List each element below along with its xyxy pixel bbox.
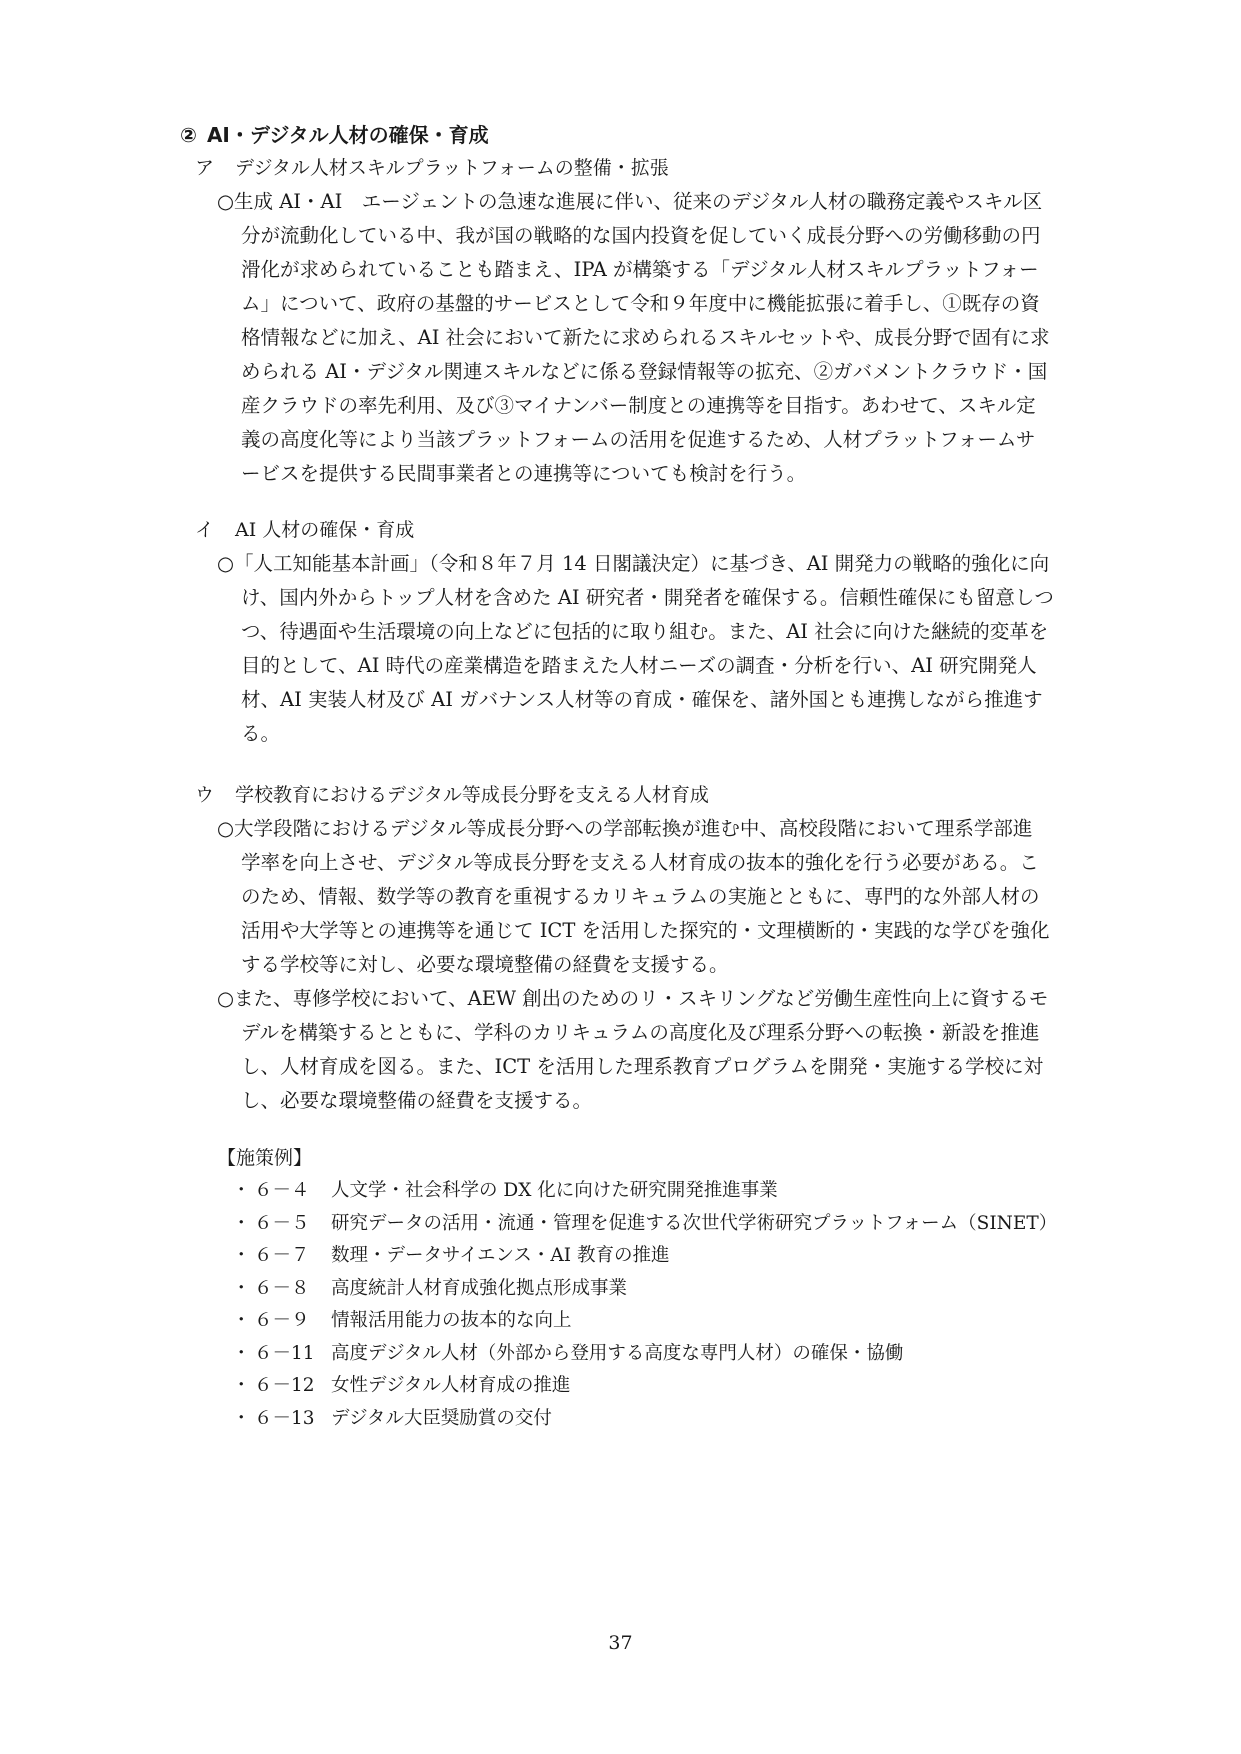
paragraph-line: ○大学段階におけるデジタル等成長分野への学部転換が進む中、高校段階において理系学部進	[217, 817, 1033, 840]
subsection-mark: ア	[195, 157, 215, 179]
paragraph-line: し、必要な環境整備の経費を支援する。	[241, 1089, 593, 1112]
list-item	[232, 1305, 1057, 1338]
list-bullet: ・	[232, 1375, 251, 1396]
paragraph-line: 活用や大学等との連携等を通じて ICT を活用した探究的・文理横断的・実践的な学びを強化	[241, 919, 1050, 942]
section-number: ②	[180, 123, 197, 147]
measure-title: 高度統計人材育成強化拠点形成事業	[331, 1277, 628, 1299]
paragraph-line: ム」について、政府の基盤的サービスとして令和９年度中に機能拡張に着手し、①既存の資	[241, 292, 1040, 315]
measure-code: ６－７	[254, 1245, 310, 1266]
paragraph-line: つ、待遇面や生活環境の向上などに包括的に取り組む。また、AI 社会に向けた継続的変革を	[241, 620, 1049, 643]
list-bullet: ・	[232, 1277, 251, 1299]
measure-code: ６－９	[254, 1310, 310, 1331]
paragraph	[217, 185, 1117, 491]
paragraph-line: 滑化が求められていることも踏まえ、IPA が構築する「デジタル人材スキルプラットフォー	[241, 258, 1039, 281]
measure-code: ６－５	[254, 1212, 310, 1234]
measure-code: ６－12	[254, 1375, 315, 1396]
list-item	[232, 1338, 1057, 1371]
paragraph-line: められる AI・デジタル関連スキルなどに係る登録情報等の拡充、②ガバメントクラウド・国	[241, 360, 1048, 383]
paragraph-line: ○生成 AI・AI エージェントの急速な進展に伴い、従来のデジタル人材の職務定義やスキル区	[217, 190, 1043, 213]
measure-code: ６－８	[254, 1277, 310, 1299]
subsection-title: デジタル人材スキルプラットフォームの整備・拡張	[235, 157, 669, 179]
measure-title: 数理・データサイエンス・AI 教育の推進	[331, 1245, 670, 1266]
measure-code: ６－４	[254, 1180, 310, 1201]
list-bullet: ・	[232, 1342, 251, 1364]
paragraph-line: のため、情報、数学等の教育を重視するカリキュラムの実施とともに、専門的な外部人材の	[241, 885, 1040, 908]
paragraph-line: する学校等に対し、必要な環境整備の経費を支援する。	[241, 953, 729, 976]
list-item	[232, 1175, 1057, 1208]
examples-list	[232, 1175, 1057, 1435]
paragraph	[217, 812, 1117, 982]
paragraph-line: 材、AI 実装人材及び AI ガバナンス人材等の育成・確保を、諸外国とも連携しながら推進す	[241, 688, 1043, 711]
paragraph-line: ○「人工知能基本計画」（令和８年７月 14 日閣議決定）に基づき、AI 開発力の戦略的強化に向	[217, 552, 1050, 575]
paragraph-line: 目的として、AI 時代の産業構造を踏まえた人材ニーズの調査・分析を行い、AI 研究開発人	[241, 654, 1037, 677]
subsection-title: 学校教育におけるデジタル等成長分野を支える人材育成	[235, 784, 709, 806]
paragraph-line: し、人材育成を図る。また、ICT を活用した理系教育プログラムを開発・実施する学校に対	[241, 1055, 1044, 1078]
paragraph-line: ービスを提供する民間事業者との連携等についても検討を行う。	[241, 462, 807, 485]
list-item	[232, 1273, 1057, 1306]
measure-title: デジタル大臣奨励賞の交付	[331, 1407, 552, 1429]
examples-title: 【施策例】	[217, 1147, 313, 1169]
subsection-heading-u	[195, 778, 709, 812]
paragraph-line: 格情報などに加え、AI 社会において新たに求められるスキルセットや、成長分野で固有に求	[241, 326, 1050, 349]
paragraph	[217, 982, 1117, 1118]
list-bullet: ・	[232, 1180, 251, 1201]
measure-code: ６－11	[254, 1342, 315, 1364]
list-bullet: ・	[232, 1407, 251, 1429]
measure-code: ６－13	[254, 1407, 315, 1429]
section-heading	[180, 118, 489, 152]
list-item	[232, 1208, 1057, 1241]
measure-title: 人文学・社会科学の DX 化に向けた研究開発推進事業	[331, 1180, 778, 1201]
paragraph-line: ○また、専修学校において、AEW 創出のためのリ・スキリングなど労働生産性向上に資するモ	[217, 987, 1049, 1010]
list-item	[232, 1240, 1057, 1273]
subsection-heading-a	[195, 151, 669, 185]
paragraph-line: 分が流動化している中、我が国の戦略的な国内投資を促していく成長分野への労働移動の円	[241, 224, 1041, 247]
measure-title: 情報活用能力の抜本的な向上	[331, 1310, 572, 1331]
paragraph-line: る。	[241, 722, 281, 745]
paragraph-line: 義の高度化等により当該プラットフォームの活用を促進するため、人材プラットフォームサ	[241, 428, 1036, 451]
measure-title: 女性デジタル人材育成の推進	[331, 1375, 571, 1396]
measure-title: 研究データの活用・流通・管理を促進する次世代学術研究プラットフォーム（SINET）	[331, 1212, 1058, 1234]
paragraph-line: デルを構築するとともに、学科のカリキュラムの高度化及び理系分野への転換・新設を推進	[241, 1021, 1040, 1044]
section-title: AI・デジタル人材の確保・育成	[206, 123, 489, 147]
list-bullet: ・	[232, 1245, 251, 1266]
paragraph-line: け、国内外からトップ人材を含めた AI 研究者・開発者を確保する。信頼性確保にも留意しつ	[241, 586, 1054, 609]
list-item	[232, 1403, 1057, 1436]
paragraph	[217, 547, 1117, 751]
subsection-title: AI 人材の確保・育成	[235, 519, 415, 541]
subsection-mark: ウ	[195, 784, 215, 806]
list-item	[232, 1370, 1057, 1403]
page-number: 37	[608, 1632, 633, 1654]
subsection-mark: イ	[195, 519, 215, 541]
paragraph-line: 学率を向上させ、デジタル等成長分野を支える人材育成の抜本的強化を行う必要がある。こ	[241, 851, 1039, 874]
paragraph-line: 産クラウドの率先利用、及び③マイナンバー制度との連携等を目指す。あわせて、スキル定	[241, 394, 1036, 417]
list-bullet: ・	[232, 1212, 251, 1234]
measure-title: 高度デジタル人材（外部から登用する高度な専門人材）の確保・協働	[331, 1342, 904, 1364]
list-bullet: ・	[232, 1310, 251, 1331]
subsection-heading-i	[195, 513, 414, 547]
